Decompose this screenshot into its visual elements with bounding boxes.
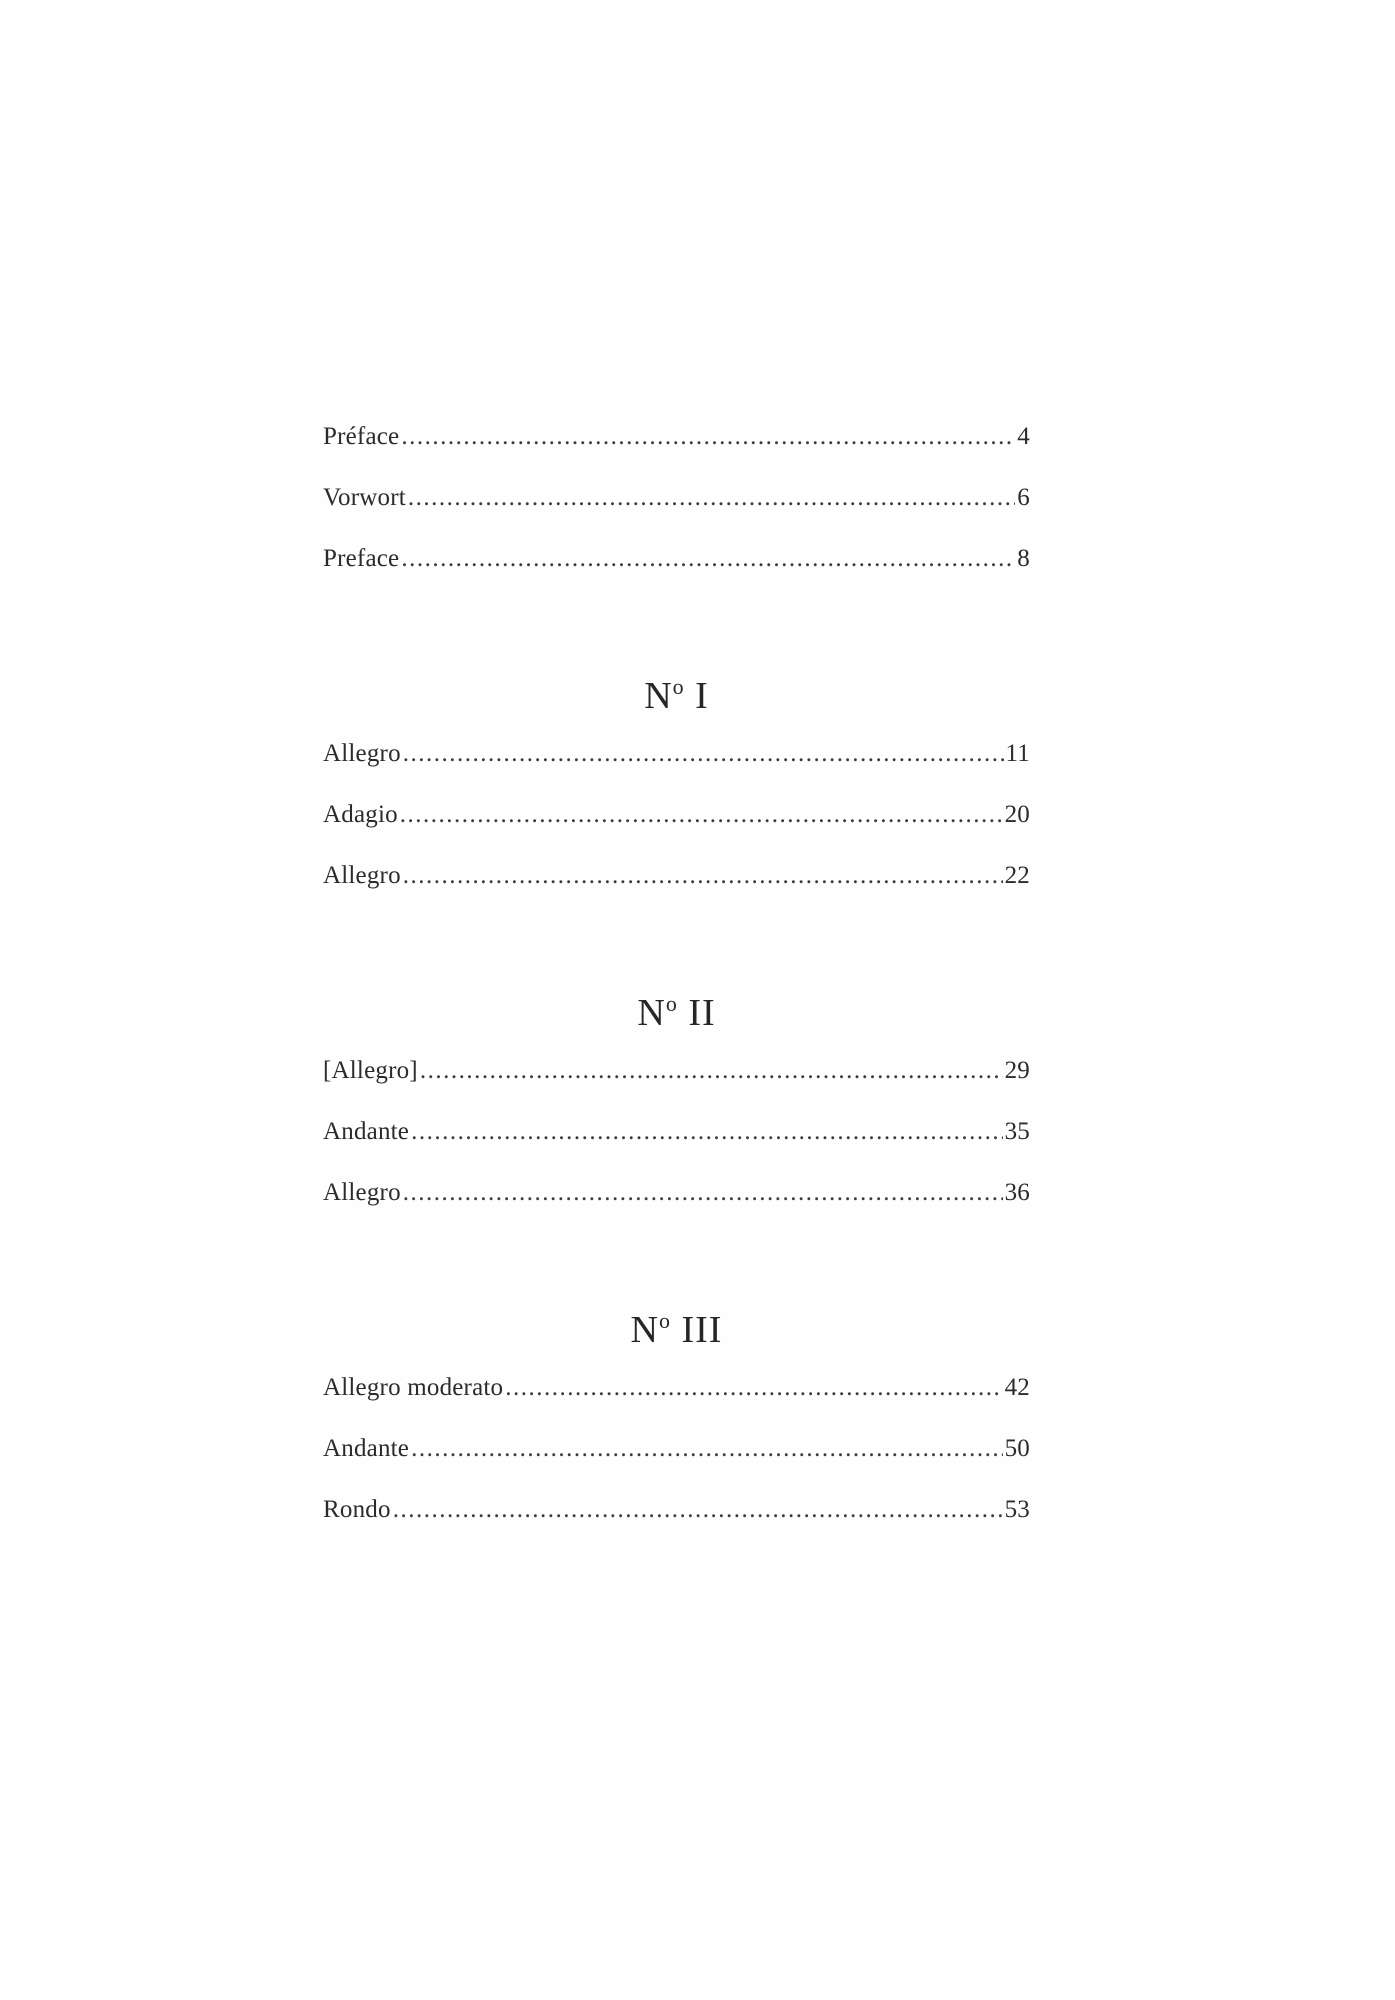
section-degree: o: [665, 991, 678, 1016]
dot-leader: [505, 1374, 1002, 1402]
dot-leader: [393, 1496, 1003, 1524]
toc-entry-page: 20: [1004, 801, 1030, 828]
toc-entry-title: Andante: [323, 1435, 410, 1462]
toc-entry: [323, 1057, 1030, 1118]
toc-entry-page: 8: [1017, 545, 1030, 572]
toc-entry-page: 22: [1004, 862, 1030, 889]
toc-entry: [323, 1374, 1030, 1435]
dot-leader: [411, 1435, 1003, 1463]
toc-entry-page: 35: [1004, 1118, 1030, 1145]
section-numeral: III: [681, 1309, 723, 1351]
toc-entry-title: Allegro moderato: [323, 1374, 504, 1401]
toc-entry-title: Préface: [323, 423, 400, 450]
dot-leader: [420, 1057, 1003, 1085]
toc-entry-title: Allegro: [323, 862, 401, 889]
toc-entry: [323, 862, 1030, 923]
dot-leader: [400, 801, 1003, 829]
dot-leader: [408, 484, 1015, 512]
section-degree: o: [672, 674, 685, 699]
dot-leader: [401, 423, 1015, 451]
toc-entry: [323, 1435, 1030, 1496]
toc-entry-page: 11: [1005, 740, 1030, 767]
toc-entry-title: Vorwort: [323, 484, 406, 511]
toc-entry: [323, 801, 1030, 862]
section-heading: [323, 973, 1030, 1035]
toc-entry-title: Allegro: [323, 1179, 401, 1206]
toc-entry-title: Andante: [323, 1118, 410, 1145]
toc-entry: [323, 484, 1030, 545]
toc-entry-page: 50: [1004, 1435, 1030, 1462]
toc-entry: [323, 1496, 1030, 1557]
dot-leader: [401, 545, 1015, 573]
section-prefix: N: [630, 1309, 659, 1351]
section-degree: o: [658, 1308, 671, 1333]
section-numeral: I: [695, 675, 709, 717]
dot-leader: [403, 740, 1004, 768]
toc-entry-page: 42: [1004, 1374, 1030, 1401]
toc-entry: [323, 545, 1030, 606]
toc-entry: [323, 1118, 1030, 1179]
toc-entry-page: 36: [1004, 1179, 1030, 1206]
toc-entry-page: 29: [1004, 1057, 1030, 1084]
section-heading: [323, 1290, 1030, 1352]
toc-entry-title: Preface: [323, 545, 400, 572]
toc-entry-page: 53: [1004, 1496, 1030, 1523]
toc-entry: [323, 423, 1030, 484]
table-of-contents: [323, 423, 1030, 1557]
section-prefix: N: [637, 992, 666, 1034]
section-numeral: II: [688, 992, 716, 1034]
toc-entry-title: Rondo: [323, 1496, 391, 1523]
toc-entry: [323, 740, 1030, 801]
toc-entry-page: 4: [1017, 423, 1030, 450]
toc-entry: [323, 1179, 1030, 1240]
dot-leader: [403, 1179, 1003, 1207]
dot-leader: [403, 862, 1003, 890]
toc-entry-page: 6: [1017, 484, 1030, 511]
toc-entry-title: Allegro: [323, 740, 401, 767]
dot-leader: [411, 1118, 1003, 1146]
toc-entry-title: Adagio: [323, 801, 398, 828]
section-prefix: N: [644, 675, 673, 717]
section-heading: [323, 656, 1030, 718]
toc-entry-title: [Allegro]: [323, 1057, 418, 1084]
